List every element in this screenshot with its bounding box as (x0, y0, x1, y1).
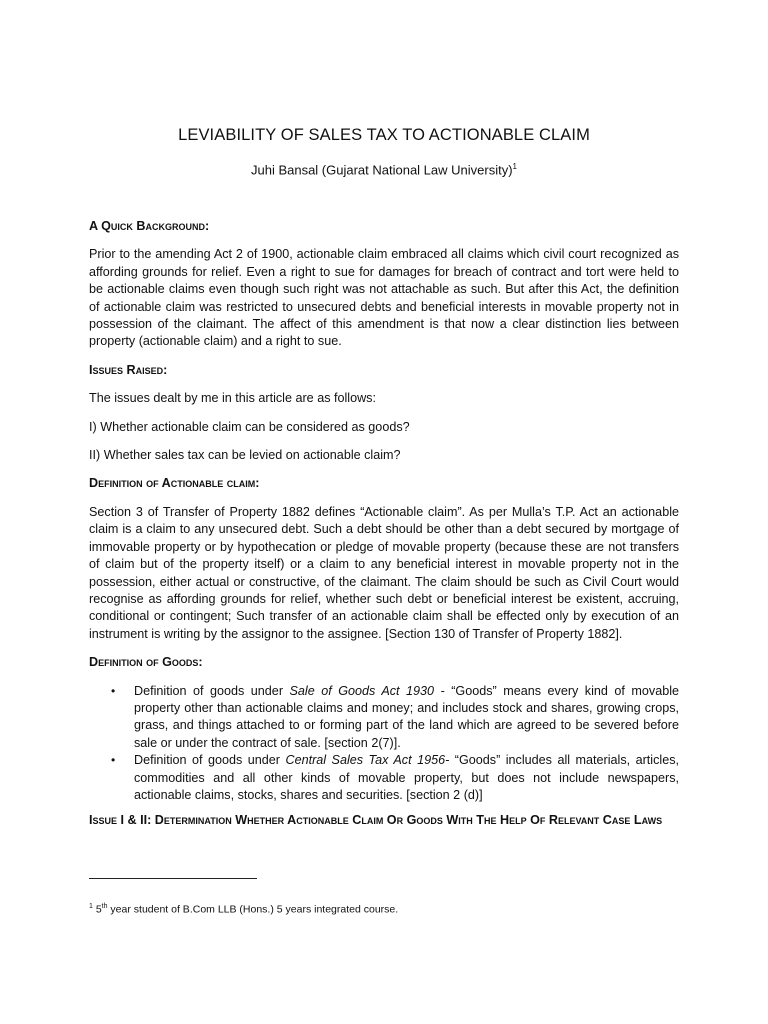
document-title: LEVIABILITY OF SALES TAX TO ACTIONABLE CLAIM (178, 126, 590, 144)
determination-heading: Issue I & II: Determination Whether Actionable Claim Or Goods With The Help Of Relevant Case Laws (89, 813, 663, 828)
bullet-icon: • (111, 683, 116, 698)
footnote-separator (89, 878, 257, 879)
footnote (89, 900, 398, 917)
issues-intro: The issues dealt by me in this article are as follows: (89, 391, 376, 406)
author-footnote-mark: 1 (512, 162, 517, 171)
footnote-mark: 1 (89, 902, 93, 910)
bullet-icon: • (111, 753, 116, 768)
footnote-ordinal: th (101, 902, 108, 910)
goods-item-text: “Goods” includes all materials, articles, commodities and all other kinds of movable property, but does not include newspapers, actionable claims, stocks, shares and securities. [section 2 (d)] (134, 753, 679, 802)
document-body (89, 218, 679, 841)
goods-item-text: “Goods” means every kind of movable property other than actionable claims and money; and includes stock and shares, growing crops, grass, and things attached to or forming part of the land which are agreed to be severed before sale or under the contract of sale. [section 2(7)]. (134, 683, 679, 750)
footnote-number: 5 (95, 903, 102, 915)
author-name: Juhi Bansal (Gujarat National Law University) (250, 162, 513, 178)
goods-item-act: Central Sales Tax Act 1956- (285, 753, 455, 768)
issues-heading: Issues Raised: (89, 362, 168, 377)
goods-definition-item (89, 683, 679, 753)
goods-definition-list (89, 683, 679, 805)
author-line (0, 162, 768, 177)
goods-heading: Definition of Goods: (89, 655, 203, 670)
footnote-text: year student of B.Com LLB (Hons.) 5 years integrated course. (107, 903, 399, 915)
goods-item-prefix: Definition of goods under (134, 753, 286, 768)
issue-1: I) Whether actionable claim can be considered as goods? (89, 419, 410, 434)
actionable-claim-heading: Definition of Actionable claim: (89, 476, 260, 491)
actionable-claim-paragraph: Section 3 of Transfer of Property 1882 defines “Actionable claim”. As per Mulla’s T.P. Act an actionable claim is a claim to any unsecured debt. Such a debt should be other than a debt secured by mortgage of immovable property or by hypothecation or pledge of movable property (because these are not transfers of claim but of the property itself) or a claim to any beneficial interest in movable property not in the possession, either actual or constructive, of the claimant. The claim should be such as Civil Court would recognise as affording grounds for relief, whether such debt or beneficial interest be existent, accruing, conditional or contingent; Such transfer of an actionable claim shall be effected only by execution of an instrument is writing by the assignor to the assignee. [Section 130 of Transfer of Property 1882]. (89, 504, 679, 641)
goods-definition-item (89, 752, 679, 804)
goods-item-prefix: Definition of goods under (134, 683, 290, 698)
goods-item-act: Sale of Goods Act 1930 - (289, 683, 452, 698)
background-paragraph: Prior to the amending Act 2 of 1900, actionable claim embraced all claims which civil court recognized as affording grounds for relief. Even a right to sue for damages for breach of contract and tort were held to be actionable claims even though such right was not attachable as such. But after this Act, the definition of actionable claim was restricted to unsecured debts and beneficial interests in movable property not in possession of the claimant. The affect of this amendment is that now a clear distinction lies between property (actionable claim) and a right to sue. (89, 247, 679, 349)
background-heading: A Quick Background: (89, 219, 210, 233)
issue-2: II) Whether sales tax can be levied on actionable claim? (89, 448, 401, 463)
